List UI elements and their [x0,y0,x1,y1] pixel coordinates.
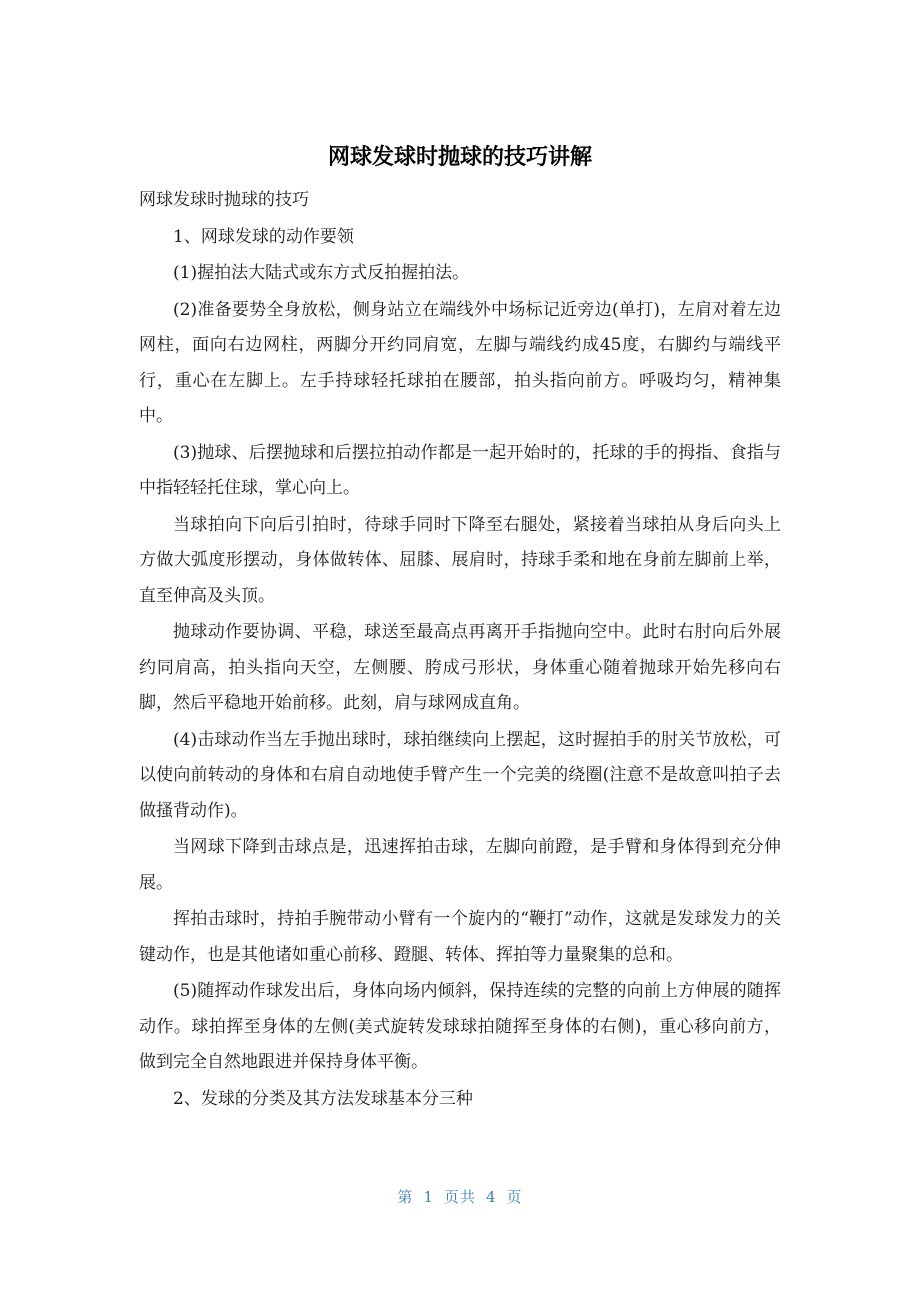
subsection-heading: 2、发球的分类及其方法发球基本分三种 [173,1088,473,1109]
page-label-middle: 页共 [443,1188,476,1206]
section-heading: 网球发球时抛球的技巧 [139,190,309,210]
paragraph: 当网球下降到击球点是，迅速挥拍击球，左脚向前蹬，是手臂和身体得到充分伸展。 [139,837,781,893]
paragraph: (2)准备要势全身放松，侧身站立在端线外中场标记近旁边(单打)，左肩对着左边网柱，面向右边网柱，两脚分开约同肩宽，左脚与端线约成45度，右脚约与端线平行，重心在左脚上。左手持球轻托球拍在腰部，拍头指向前方。呼吸均匀，精神集中。 [139,299,781,426]
page-footer [0,1186,920,1207]
current-page-number: 1 [423,1188,434,1206]
paragraph: (1)握拍法大陆式或东方式反拍握拍法。 [173,263,470,283]
paragraph: 挥拍击球时，持拍手腕带动小臂有一个旋内的“鞭打”动作，这就是发球发力的关键动作，也是其他诸如重心前移、蹬腿、转体、挥拍等力量聚集的总和。 [139,909,781,965]
paragraph: (5)随挥动作球发出后，身体向场内倾斜，保持连续的完整的向前上方伸展的随挥动作。球拍挥至身体的左侧(美式旋转发球球拍随挥至身体的右侧)，重心移向前方，做到完全自然地跟进并保持身体平衡。 [139,981,781,1072]
total-pages-number: 4 [486,1188,497,1206]
page-label-suffix: 页 [506,1188,523,1206]
paragraph: 抛球动作要协调、平稳，球送至最高点再离开手指抛向空中。此时右肘向后外展约同肩高，拍头指向天空，左侧腰、胯成弓形状，身体重心随着抛球开始先移向右脚，然后平稳地开始前移。此刻，肩与球网成直角。 [139,622,781,713]
paragraph: (3)抛球、后摆抛球和后摆拉拍动作都是一起开始时的，托球的手的拇指、食指与中指轻轻托住球，掌心向上。 [139,442,781,498]
page-label-prefix: 第 [397,1188,414,1206]
paragraph: 当球拍向下向后引拍时，待球手同时下降至右腿处，紧接着当球拍从身后向头上方做大弧度形摆动，身体做转体、屈膝、展肩时，持球手柔和地在身前左脚前上举，直至伸高及头顶。 [139,514,781,606]
document-title: 网球发球时抛球的技巧讲解 [327,145,592,170]
document-body [139,183,781,1118]
paragraph: (4)击球动作当左手抛出球时，球拍继续向上摆起，这时握拍手的肘关节放松，可以使向前转动的身体和右肩自动地使手臂产生一个完美的绕圈(注意不是故意叫拍子去做搔背动作)。 [139,729,781,821]
subsection-heading: 1、网球发球的动作要领 [173,226,354,247]
